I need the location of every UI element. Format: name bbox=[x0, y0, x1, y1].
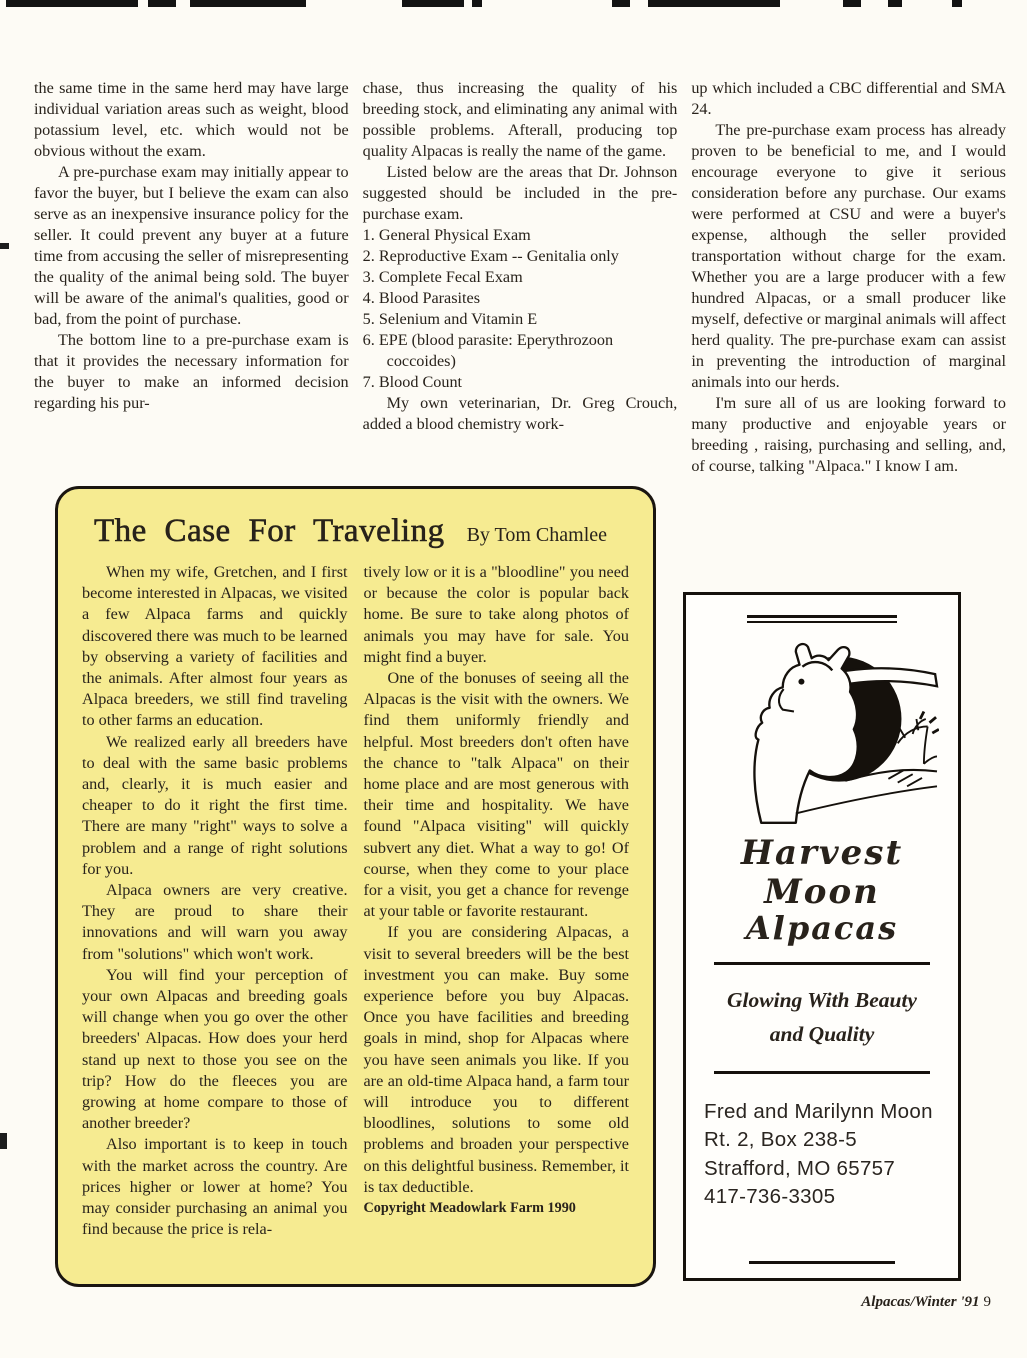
ad-contact-phone: 417-736-3305 bbox=[704, 1185, 836, 1209]
ad-farm-name-line2: Alpacas bbox=[745, 909, 899, 948]
lead-article bbox=[34, 78, 1006, 477]
lead-column-3 bbox=[691, 78, 1006, 477]
edge-segment bbox=[648, 0, 780, 7]
travel-article-box bbox=[55, 486, 656, 1287]
list-item: 4. Blood Parasites bbox=[362, 289, 481, 307]
ad-top-rule bbox=[747, 615, 897, 623]
paragraph: Listed below are the areas that Dr. Johnson suggested should be included in the pre-purchase exam. bbox=[362, 163, 678, 223]
paragraph: Also important is to keep in touch with the market across the country. Are prices higher or lower at home? You may consider purchasing an animal you find because the price is rela- bbox=[82, 1135, 348, 1239]
edge-segment bbox=[952, 0, 962, 7]
list-item: 2. Reproductive Exam -- Genitalia only bbox=[362, 247, 619, 265]
list-item: 5. Selenium and Vitamin E bbox=[362, 310, 538, 328]
footer-page-number: 9 bbox=[983, 1294, 991, 1310]
exam-checklist bbox=[363, 225, 678, 393]
ad-contact-address2: Strafford, MO 65757 bbox=[704, 1156, 896, 1180]
travel-article-header bbox=[82, 503, 629, 562]
travel-column-1 bbox=[82, 562, 348, 1241]
edge-segment bbox=[612, 0, 630, 7]
paragraph: We realized early all breeders have to deal with the same basic problems and, clearly, it is much easier and cheaper to do it right the first time. There are many "right" ways to solve a problem and a range of right solutions for you. bbox=[82, 732, 348, 878]
ad-divider-rule bbox=[714, 1071, 930, 1074]
list-item: 1. General Physical Exam bbox=[362, 226, 531, 244]
list-item: 6. EPE (blood parasite: Eperythrozoon coccoides) bbox=[362, 331, 614, 370]
edge-segment bbox=[402, 0, 464, 7]
harvest-moon-ad bbox=[683, 592, 961, 1281]
paragraph: the same time in the same herd may have large individual variation areas such as weight, blood potassium level, etc. which would not be obvious without the exam. bbox=[34, 79, 349, 160]
ad-tagline-line2: and Quality bbox=[769, 1021, 875, 1046]
alpaca-moon-illustration bbox=[705, 633, 939, 834]
paragraph: chase, thus increasing the quality of his breeding stock, and eliminating any animal with possible problems. Afterall, producing top quality Alpacas is really the name of the game. bbox=[362, 79, 678, 160]
edge-segment bbox=[190, 0, 306, 7]
ad-divider-rule bbox=[714, 962, 930, 965]
edge-segment bbox=[6, 0, 138, 7]
list-item: 3. Complete Fecal Exam bbox=[362, 268, 523, 286]
paragraph: The pre-purchase exam process has already proven to be beneficial to me, and I would encourage everyone to give it serious consideration before any purchase. Our exams were performed at CSU and were a buyer's expense, although the seller provided transportation without charge for the exam. Whether you are a large producer with a few hundred Alpacas, or a small producer like myself, defective or marginal animals will affect herd quality. The pre-purchase exam can assist in preventing the introduction of marginal animals into our herds. bbox=[691, 121, 1006, 391]
paragraph: The bottom line to a pre-purchase exam is that it provides the necessary information for the buyer to make an informed decision regarding his pur- bbox=[34, 331, 349, 412]
edge-segment bbox=[843, 0, 861, 7]
ad-contact-address1: Rt. 2, Box 238-5 bbox=[704, 1128, 857, 1152]
paragraph: My own veterinarian, Dr. Greg Crouch, added a blood chemistry work- bbox=[362, 394, 678, 433]
paragraph: If you are considering Alpacas, a visit to several breeders will be the best investment you can make. Buy some experience before you buy Alpacas. Once you have facilities and breeding goals in mind, shop for Alpacas where you have seen animals you like. If you are an old-time Alpaca hand, a farm tour will introduce you to different bloodlines, solutions to some old problems and broaden your perspective on this delightful business. Remember, it is tax deductible. bbox=[363, 923, 629, 1196]
ad-contact-block bbox=[704, 1098, 933, 1212]
edge-segment bbox=[148, 0, 176, 7]
lead-column-1 bbox=[34, 78, 349, 477]
page-footer bbox=[861, 1294, 991, 1311]
edge-segment bbox=[472, 0, 482, 7]
edge-segment bbox=[888, 0, 902, 7]
paragraph: A pre-purchase exam may initially appear to favor the buyer, but I believe the exam can also serve as an inexpensive insurance policy for the seller. It could prevent any buyer at a future time from accusing the seller of misrepresenting the quality of the animal being sold. The buyer will be aware of the animal's qualities, good or bad, from the point of purchase. bbox=[34, 163, 349, 328]
copyright-line: Copyright Meadowlark Farm 1990 bbox=[363, 1200, 576, 1217]
lead-column-2 bbox=[363, 78, 678, 477]
ad-bottom-rule bbox=[749, 1261, 895, 1264]
paragraph: You will find your perception of your own Alpacas and breeding goals will change when you go over the other breeders' Alpacas. How does your herd stand up next to those you see on the trip? How do the fleeces you are growing at home compare to those of another breeder? bbox=[82, 965, 348, 1133]
paragraph: One of the bonuses of seeing all the Alpacas is the visit with the owners. We find them uniformly friendly and helpful. Most breeders don't often have the chance to "talk Alpaca" on their home place and are most generous with their time and hospitality. We have found "Alpaca visiting" will quickly subvert any diet. What a way to go! Of course, when they come to your place for a visit, you get a chance for revenge at your table or favorite restaurant. bbox=[363, 669, 629, 921]
travel-article-byline: By Tom Chamlee bbox=[466, 524, 608, 546]
ad-contact-name: Fred and Marilynn Moon bbox=[704, 1099, 933, 1123]
ad-tagline bbox=[727, 979, 917, 1056]
list-item: 7. Blood Count bbox=[362, 373, 463, 391]
paragraph: tively low or it is a "bloodline" you need or because the color is popular back home. Be sure to take along photos of animals you may have for sale. You might find a buyer. bbox=[363, 563, 629, 666]
paragraph: up which included a CBC differential and SMA 24. bbox=[691, 79, 1006, 118]
paragraph: When my wife, Gretchen, and I first become interested in Alpacas, we visited a few Alpaca farms and quickly discovered there was much to be learned by observing a variety of facilities and the animals. After almost four years as Alpaca breeders, we still find traveling to other farms an education. bbox=[82, 563, 348, 730]
scan-edge-artifact bbox=[0, 1133, 7, 1149]
paragraph: Alpaca owners are very creative. They are proud to share their innovations and will warn you away from "solutions" which won't work. bbox=[82, 881, 348, 963]
scan-edge-artifact bbox=[0, 243, 9, 249]
travel-column-2 bbox=[364, 562, 630, 1241]
ad-tagline-line1: Glowing With Beauty bbox=[727, 987, 917, 1012]
footer-issue-label: Alpacas/Winter '91 bbox=[861, 1294, 980, 1310]
ad-farm-name-line1: Harvest Moon bbox=[740, 833, 904, 913]
paragraph: I'm sure all of us are looking forward to many productive and enjoyable years or breeding , raising, purchasing and selling, and, of course, talking "Alpaca." I know I am. bbox=[691, 394, 1006, 475]
travel-article-title: The Case For Traveling bbox=[94, 513, 445, 549]
travel-article-body bbox=[82, 562, 629, 1241]
